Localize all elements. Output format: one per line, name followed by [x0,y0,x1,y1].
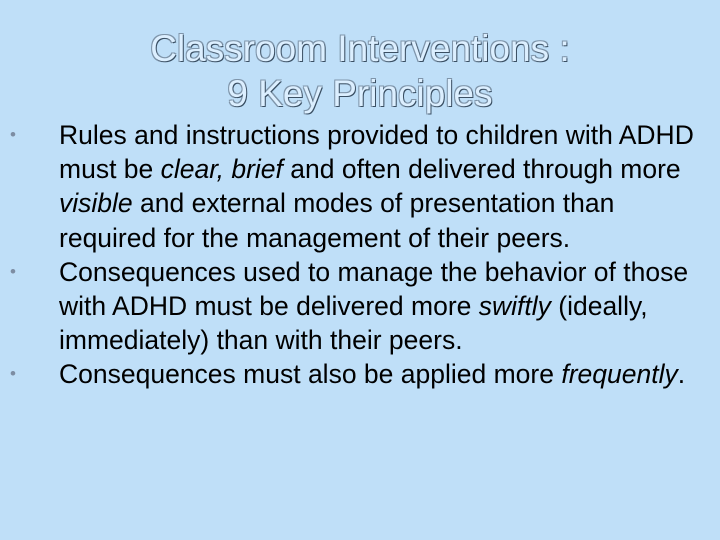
bullet-segment: Consequences used to manage the behavior of those with ADHD must be delivered more [59,256,696,322]
bullet-segment: and often delivered through more [282,154,689,185]
emphasized-text: swiftly [478,291,551,322]
slide-title-line-2: 9 Key Principles [227,73,493,114]
bullet-segment: (ideally, immediately) than with their peers. [59,291,655,356]
bullet-dot-icon: • [10,364,16,384]
bullet-text [59,257,695,355]
emphasized-text: visible [59,188,133,219]
bullet-list [4,118,716,392]
bullet-item [4,357,716,391]
bullet-item [4,118,716,255]
slide-title [0,26,720,116]
bullet-dot-icon: • [10,261,16,281]
bullet-item [4,255,716,358]
bullet-text [59,120,701,253]
bullet-text [59,359,685,389]
emphasized-text: frequently [561,359,678,390]
bullet-segment: Consequences must also be applied more [59,359,562,390]
emphasized-text: clear, brief [160,154,283,185]
bullet-dot-icon: • [10,125,16,144]
bullet-segment: . [677,359,686,390]
slide-title-line-1: Classroom Interventions : [150,28,570,69]
bullet-segment: Rules and instructions provided to children with ADHD must be [59,120,702,185]
bullet-segment: and external modes of presentation than required for the management of their peers. [59,188,622,253]
